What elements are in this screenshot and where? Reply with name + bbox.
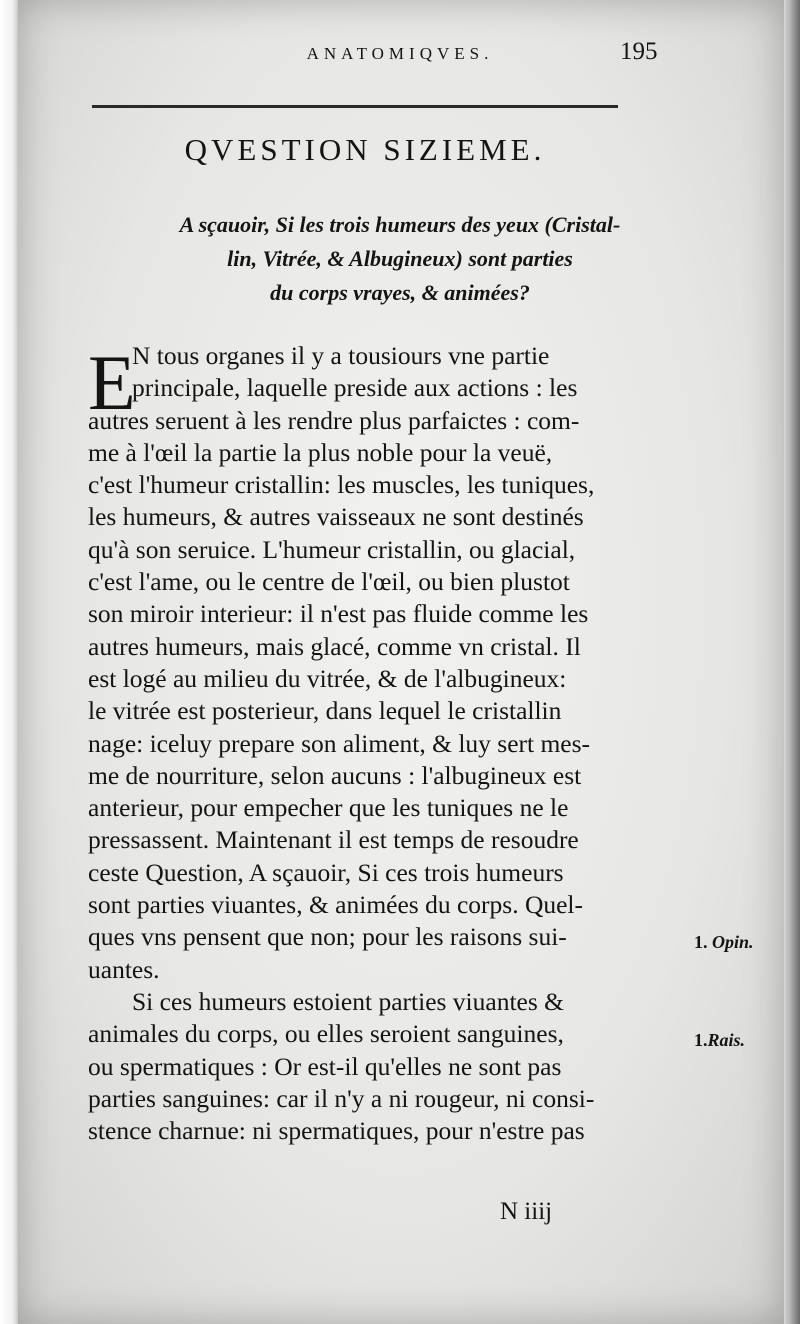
subtitle-line: A sçauoir, Si les trois humeurs des yeux (Cristal-: [179, 212, 621, 237]
text-line: me de nourriture, selon aucuns : l'albugineux est: [88, 760, 582, 790]
text-line: son miroir interieur: il n'est pas fluide comme les: [88, 599, 589, 629]
text-line: autres humeurs, mais glacé, comme vn cristal. Il: [88, 631, 581, 661]
question-subtitle: [110, 208, 690, 310]
margin-note-raison: [694, 1030, 745, 1051]
margin-note-label: Opin.: [712, 932, 754, 952]
text-line: autres seruent à les rendre plus parfaictes : com-: [88, 405, 580, 435]
signature-mark: N iiij: [500, 1198, 553, 1225]
text-line: ou spermatiques : Or est-il qu'elles ne sont pas: [88, 1051, 562, 1081]
text-line: N tous organes il y a tousiours vne partie: [132, 341, 550, 370]
text-line: ques vns pensent que non; pour les raisons sui-: [88, 922, 567, 952]
page-gutter: [0, 0, 18, 1324]
text-line: me à l'œil la partie la plus noble pour la veuë,: [88, 437, 553, 467]
running-head: ANATOMIQVES.: [306, 44, 494, 63]
text-line: stence charnue: ni spermatiques, pour n'estre pas: [88, 1116, 585, 1146]
text-line: c'est l'ame, ou le centre de l'œil, ou bien plustot: [88, 567, 570, 597]
text-line: parties sanguines: car il n'y a ni rougeur, ni consi-: [88, 1083, 595, 1113]
margin-note-number: 1.: [694, 932, 708, 952]
text-line: les humeurs, & autres vaisseaux ne sont destinés: [88, 502, 584, 532]
text-line: est logé au milieu du vitrée, & de l'albugineux:: [88, 663, 567, 693]
text-line: qu'à son seruice. L'humeur cristallin, ou glacial,: [88, 534, 576, 564]
text-line: ceste Question, A sçauoir, Si ces trois humeurs: [88, 857, 564, 887]
text-line: Si ces humeurs estoient parties viuantes &: [132, 986, 564, 1016]
text-line: pressassent. Maintenant il est temps de resoudre: [88, 825, 579, 855]
text-line: animales du corps, ou elles seroient sanguines,: [88, 1019, 564, 1049]
page-number: 195: [620, 38, 658, 65]
subtitle-line: du corps vrayes, & animées?: [270, 280, 530, 305]
subtitle-line: lin, Vitrée, & Albugineux) sont parties: [227, 246, 573, 271]
drop-capital: E: [88, 339, 136, 426]
header-rule: [92, 105, 618, 108]
text-line: anterieur, pour empecher que les tuniques ne le: [88, 793, 569, 823]
body-text: [88, 340, 690, 1147]
question-heading: QVESTION SIZIEME.: [184, 132, 546, 167]
page-edge-shadow: [784, 0, 800, 1324]
text-line: c'est l'humeur cristallin: les muscles, les tuniques,: [88, 470, 595, 500]
text-line: sont parties viuantes, & animées du corps. Quel-: [88, 890, 584, 920]
margin-note-label: Rais.: [707, 1030, 746, 1050]
text-line: le vitrée est posterieur, dans lequel le cristallin: [88, 696, 562, 726]
text-line: uantes.: [88, 954, 160, 984]
text-line: nage: iceluy prepare son aliment, & luy sert mes-: [88, 728, 591, 758]
margin-note-number: 1.: [694, 1030, 708, 1050]
text-line: principale, laquelle preside aux actions : les: [132, 373, 578, 403]
margin-note-opinion: [694, 932, 754, 953]
